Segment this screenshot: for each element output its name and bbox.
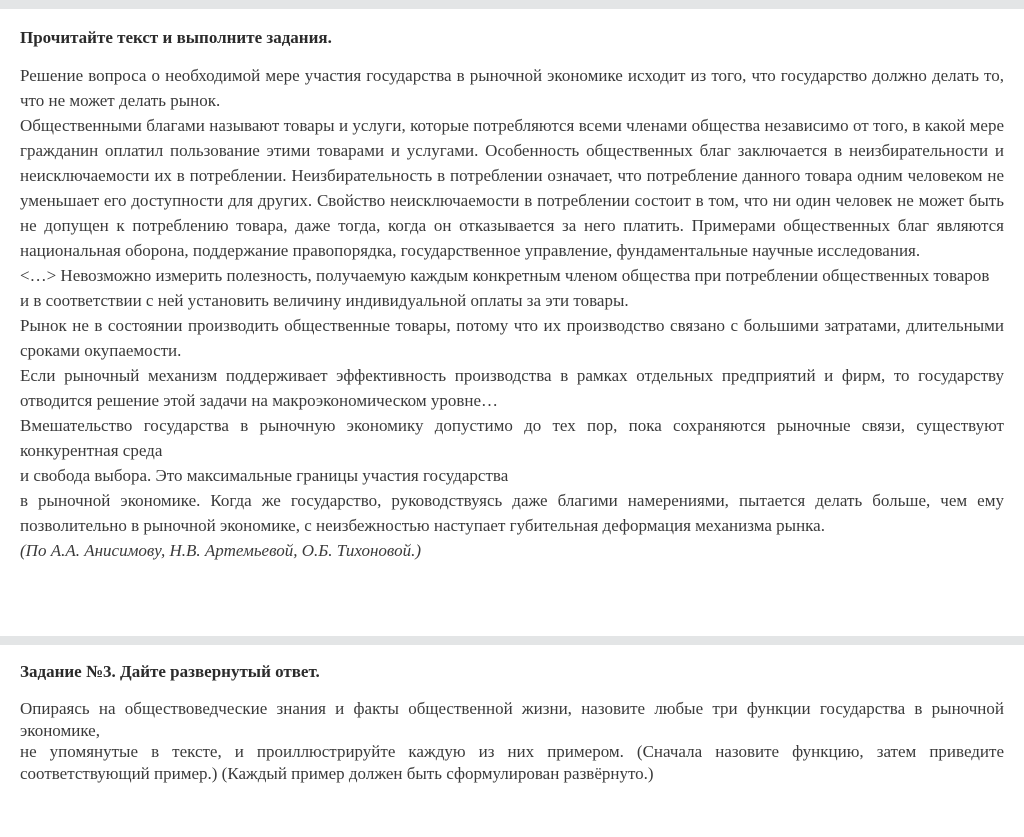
passage-paragraph: в рыночной экономике. Когда же государство, руководствуясь даже благими намерениями, пытается делать больше, чем ему позволительно в рыночной экономике, с неизбежностью наступает губительная деформация механизма рынка. [20, 491, 1004, 535]
task-heading: Задание №3. Дайте развернутый ответ. [20, 662, 320, 681]
reading-passage [20, 63, 1004, 563]
task-instructions [20, 698, 1004, 784]
passage-paragraph: Общественными благами называют товары и услуги, которые потребляются всеми членами общества независимо от того, в какой мере гражданин оплатил пользование этими товарами и услугами. Особенность общественных благ заключается в неизбирательности и неисключаемости их в потреблении. Неизбирательность в потреблении означает, что потребление данного товара одним человеком не уменьшает его доступности для других. Свойство неисключаемости в потреблении состоит в том, что ни один человек не может быть не допущен к потреблению товара, даже тогда, когда он отказывается за него платить. Примерами общественных благ являются национальная оборона, поддержание правопорядка, государственное управление, фундаментальные научные исследования. [20, 116, 1004, 260]
reading-section [0, 9, 1024, 636]
task-paragraph: Опираясь на обществоведческие знания и факты общественной жизни, назовите любые три функции государства в рыночной экономике, [20, 699, 1004, 740]
passage-paragraph: Решение вопроса о необходимой мере участия государства в рыночной экономике исходит из того, что государство должно делать то, что не может делать рынок. [20, 66, 1004, 110]
passage-paragraph: и в соответствии с ней установить величину индивидуальной оплаты за эти товары. [20, 291, 629, 310]
passage-paragraph: и свобода выбора. Это максимальные границы участия государства [20, 466, 509, 485]
task-paragraph: не упомянутые в тексте, и проиллюстрируйте каждую из них примером. (Сначала назовите функцию, затем приведите соответствующий пример.) (Каждый пример должен быть сформулирован развёрнуто.) [20, 742, 1004, 783]
passage-paragraph: <…> Невозможно измерить полезность, получаемую каждым конкретным членом общества при потреблении общественных товаров [20, 266, 990, 285]
reading-heading: Прочитайте текст и выполните задания. [20, 28, 332, 47]
passage-author: (По А.А. Анисимову, Н.В. Артемьевой, О.Б. Тихоновой.) [20, 541, 421, 560]
passage-paragraph: Если рыночный механизм поддерживает эффективность производства в рамках отдельных предприятий и фирм, то государству отводится решение этой задачи на макроэкономическом уровне… [20, 366, 1004, 410]
top-divider-bar [0, 0, 1024, 9]
section-divider-bar [0, 636, 1024, 645]
passage-paragraph: Вмешательство государства в рыночную экономику допустимо до тех пор, пока сохраняются рыночные связи, существуют конкурентная среда [20, 416, 1004, 460]
passage-paragraph: Рынок не в состоянии производить общественные товары, потому что их производство связано с большими затратами, длительными сроками окупаемости. [20, 316, 1004, 360]
task-section [0, 645, 1024, 784]
